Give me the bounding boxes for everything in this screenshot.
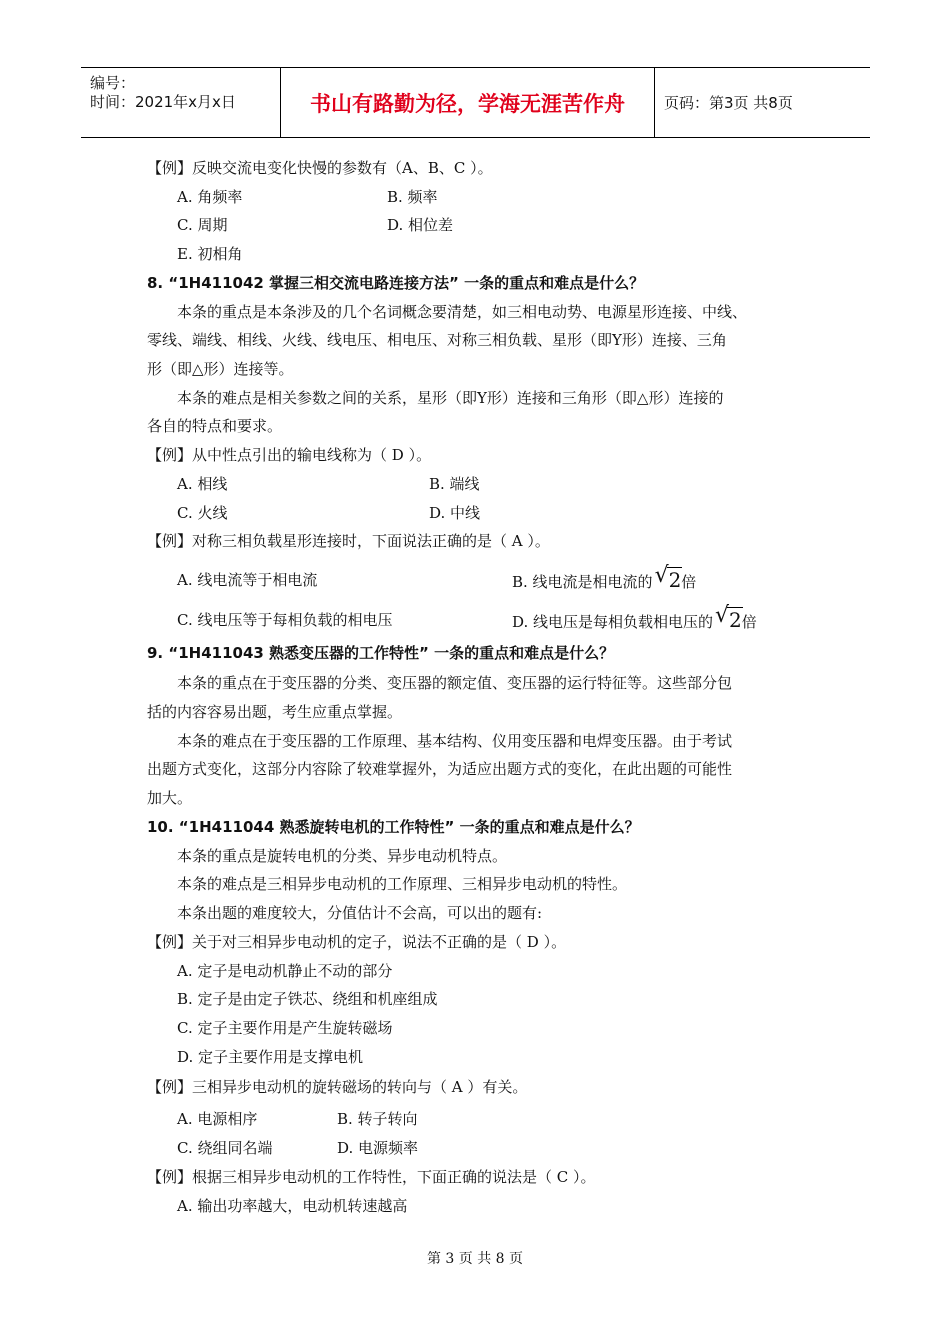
radicand: 2	[729, 608, 742, 632]
page-footer: 第 3 页 共 8 页	[426, 1251, 524, 1267]
option-item: D. 相位差	[387, 216, 454, 234]
page-header	[81, 67, 870, 138]
section-heading: 10. “1H411044 熟悉旋转电机的工作特性” 一条的重点和难点是什么？	[147, 818, 640, 836]
paragraph-line: 各自的特点和要求。	[147, 417, 283, 435]
paragraph-line: 出题方式变化，这部分内容除了较难掌握外，为适应出题方式的变化，在此出题的可能性	[147, 760, 733, 778]
paragraph-line: 本条的重点是本条涉及的几个名词概念要清楚，如三相电动势、电源星形连接、中线、	[177, 303, 748, 321]
radical-bar	[727, 607, 743, 608]
option-item-with-root	[512, 563, 697, 592]
option-item: A. 相线	[177, 475, 228, 493]
header-page-label: 页码：第3页 共8页	[664, 94, 793, 112]
example-question: 【例】根据三相异步电动机的工作特性，下面正确的说法是（ C ）。	[147, 1168, 596, 1186]
radical-sign: √	[715, 603, 730, 628]
option-item: C. 绕组同名端	[177, 1139, 273, 1157]
document-number-label: 编号：	[90, 74, 136, 92]
option-item: C. 线电压等于每相负载的相电压	[177, 611, 393, 629]
option-item: C. 周期	[177, 216, 228, 234]
option-item: B. 频率	[387, 188, 438, 206]
option-item: D. 中线	[429, 504, 481, 522]
option-item: A. 线电流等于相电流	[177, 571, 318, 589]
example-question: 【例】三相异步电动机的旋转磁场的转向与（ A ）有关。	[147, 1078, 528, 1096]
header-meta-cell	[81, 68, 281, 137]
option-text: D. 线电压是每相负载相电压的	[512, 613, 714, 631]
paragraph-line: 加大。	[147, 789, 193, 807]
option-item: D. 定子主要作用是支撑电机	[177, 1048, 364, 1066]
option-item: A. 角频率	[177, 188, 243, 206]
option-item: A. 电源相序	[177, 1110, 258, 1128]
example-question: 【例】对称三相负载星形连接时，下面说法正确的是（ A ）。	[147, 532, 550, 550]
paragraph-line: 本条的难点是相关参数之间的关系，星形（即Y形）连接和三角形（即△形）连接的	[177, 389, 724, 407]
square-root-two	[715, 603, 742, 632]
option-suffix: 倍	[681, 573, 697, 591]
option-item: B. 定子是由定子铁芯、绕组和机座组成	[177, 990, 438, 1008]
paragraph-line: 零线、端线、相线、火线、线电压、相电压、对称三相负载、星形（即Y形）连接、三角	[147, 331, 727, 349]
document-date-label: 时间：2021年x月x日	[90, 93, 236, 111]
option-suffix: 倍	[741, 613, 757, 631]
paragraph-line: 本条出题的难度较大，分值估计不会高，可以出的题有:	[177, 904, 543, 922]
radicand: 2	[668, 568, 682, 592]
option-item: B. 端线	[429, 475, 480, 493]
example-question: 【例】关于对三相异步电动机的定子，说法不正确的是（ D ）。	[147, 933, 567, 951]
option-item: A. 定子是电动机静止不动的部分	[177, 962, 393, 980]
paragraph-line: 本条的难点是三相异步电动机的工作原理、三相异步电动机的特性。	[177, 875, 628, 893]
paragraph-line: 形（即△形）连接等。	[147, 360, 294, 378]
option-item: C. 定子主要作用是产生旋转磁场	[177, 1019, 393, 1037]
option-item: C. 火线	[177, 504, 228, 522]
option-item: E. 初相角	[177, 245, 243, 263]
square-root-two	[654, 563, 682, 592]
header-motto: 书山有路勤为径，学海无涯苦作舟	[281, 68, 655, 137]
option-item: D. 电源频率	[337, 1139, 419, 1157]
option-item: A. 输出功率越大，电动机转速越高	[177, 1197, 408, 1215]
paragraph-line: 本条的重点是旋转电机的分类、异步电动机特点。	[177, 847, 508, 865]
example-question: 【例】从中性点引出的输电线称为（ D ）。	[147, 446, 432, 464]
paragraph-line: 本条的重点在于变压器的分类、变压器的额定值、变压器的运行特征等。这些部分包	[177, 674, 733, 692]
paragraph-line: 括的内容容易出题，考生应重点掌握。	[147, 703, 403, 721]
paragraph-line: 本条的难点在于变压器的工作原理、基本结构、仪用变压器和电焊变压器。由于考试	[177, 732, 733, 750]
radical-bar	[667, 567, 683, 568]
option-text: B. 线电流是相电流的	[512, 573, 653, 591]
section-heading: 8. “1H411042 掌握三相交流电路连接方法” 一条的重点和难点是什么？	[147, 274, 645, 292]
example-question: 【例】反映交流电变化快慢的参数有（A、B、C ）。	[147, 159, 493, 177]
option-item-with-root	[512, 603, 757, 632]
section-heading: 9. “1H411043 熟悉变压器的工作特性” 一条的重点和难点是什么？	[147, 644, 615, 662]
radical-sign: √	[654, 563, 669, 588]
option-item: B. 转子转向	[337, 1110, 418, 1128]
